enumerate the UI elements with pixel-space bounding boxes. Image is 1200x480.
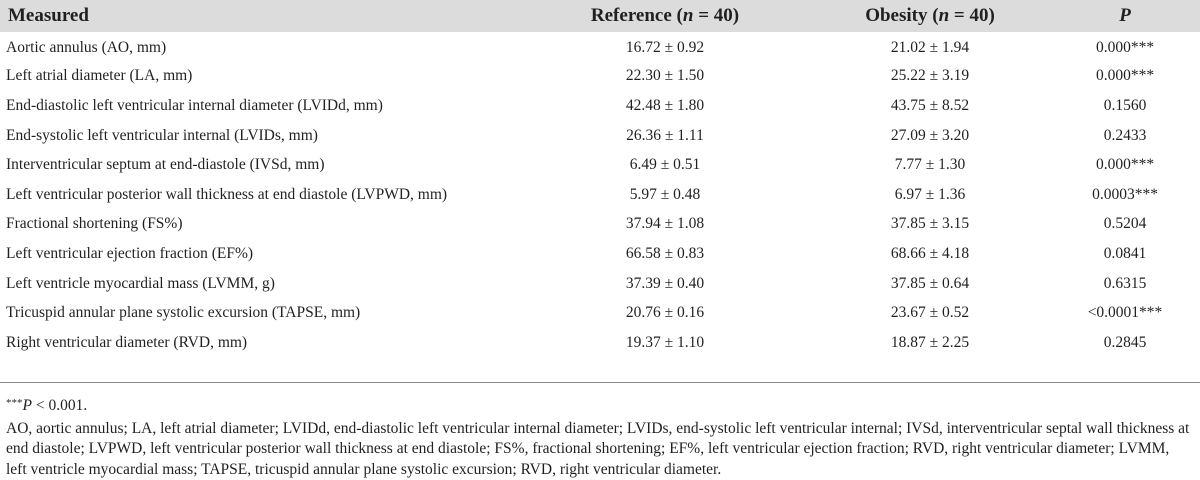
footnote-stars: *** [6,397,23,409]
cell-measured: End-diastolic left ventricular internal diameter (LVIDd, mm) [0,91,520,121]
cell-reference: 66.58 ± 0.83 [520,239,810,269]
cell-measured: Aortic annulus (AO, mm) [0,32,520,62]
obesity-header-n: n [939,5,950,26]
cell-p-value: 0.000*** [1050,62,1200,92]
table-header [0,0,1200,32]
column-header-measured: Measured [0,0,520,32]
obesity-header-prefix: Obesity ( [865,5,938,26]
cell-obesity: 23.67 ± 0.52 [810,298,1050,328]
cell-reference: 20.76 ± 0.16 [520,298,810,328]
cell-obesity: 6.97 ± 1.36 [810,180,1050,210]
cell-reference: 37.39 ± 0.40 [520,269,810,299]
cell-obesity: 37.85 ± 3.15 [810,210,1050,240]
table-row [0,180,1200,210]
cell-reference: 22.30 ± 1.50 [520,62,810,92]
cell-p-value: 0.000*** [1050,32,1200,62]
cell-p-value: 0.0003*** [1050,180,1200,210]
reference-header-n: n [683,5,694,26]
cell-measured: Interventricular septum at end-diastole (IVSd, mm) [0,150,520,180]
table-bottom-rule [0,382,1200,383]
table-row [0,210,1200,240]
cell-measured: Left atrial diameter (LA, mm) [0,62,520,92]
cell-obesity: 43.75 ± 8.52 [810,91,1050,121]
table-row [0,32,1200,62]
cell-obesity: 68.66 ± 4.18 [810,239,1050,269]
cell-reference: 19.37 ± 1.10 [520,328,810,358]
table-row [0,298,1200,328]
footnote-p-symbol: P [23,397,32,414]
cell-obesity: 37.85 ± 0.64 [810,269,1050,299]
cell-p-value: 0.6315 [1050,269,1200,299]
cell-measured: Left ventricle myocardial mass (LVMM, g) [0,269,520,299]
cell-p-value: 0.1560 [1050,91,1200,121]
cell-measured: Tricuspid annular plane systolic excursion (TAPSE, mm) [0,298,520,328]
significance-footnote [6,393,1196,417]
column-header-obesity [810,0,1050,32]
table-row [0,121,1200,151]
cell-reference: 16.72 ± 0.92 [520,32,810,62]
header-row [0,0,1200,32]
cell-p-value: <0.0001*** [1050,298,1200,328]
cell-reference: 6.49 ± 0.51 [520,150,810,180]
cell-measured: Left ventricular ejection fraction (EF%) [0,239,520,269]
abbreviations-footnote: AO, aortic annulus; LA, left atrial diameter; LVIDd, end-diastolic left ventricular internal diameter; LVIDs, end-systolic left ventricular internal; IVSd, interventricular septal wall thickness at end diastole; LVPWD, left ventricular posterior wall thickness at end diastole; FS%, fractional shortening; EF%, left ventricular ejection fraction; RVD, right ventricular diameter; LVMM, left ventricle myocardial mass; TAPSE, tricuspid annular plane systolic excursion; RVD, right ventricular diameter. [6,419,1196,480]
cell-measured: Left ventricular posterior wall thickness at end diastole (LVPWD, mm) [0,180,520,210]
cell-obesity: 27.09 ± 3.20 [810,121,1050,151]
cell-obesity: 25.22 ± 3.19 [810,62,1050,92]
p-header-symbol: P [1119,5,1131,26]
table-row [0,91,1200,121]
cell-p-value: 0.5204 [1050,210,1200,240]
reference-header-suffix: = 40) [693,5,739,26]
table-row [0,269,1200,299]
table-row [0,328,1200,358]
table-row [0,239,1200,269]
footnote-threshold: < 0.001. [32,397,87,414]
cell-reference: 37.94 ± 1.08 [520,210,810,240]
cell-obesity: 21.02 ± 1.94 [810,32,1050,62]
cell-obesity: 7.77 ± 1.30 [810,150,1050,180]
table-footnotes [6,393,1196,480]
column-header-p [1050,0,1200,32]
table-row [0,150,1200,180]
cell-reference: 26.36 ± 1.11 [520,121,810,151]
cell-p-value: 0.000*** [1050,150,1200,180]
cell-measured: End-systolic left ventricular internal (LVIDs, mm) [0,121,520,151]
table-body [0,32,1200,358]
cell-measured: Right ventricular diameter (RVD, mm) [0,328,520,358]
cell-obesity: 18.87 ± 2.25 [810,328,1050,358]
cell-measured: Fractional shortening (FS%) [0,210,520,240]
reference-header-prefix: Reference ( [591,5,683,26]
cell-p-value: 0.2845 [1050,328,1200,358]
table-row [0,62,1200,92]
cell-reference: 42.48 ± 1.80 [520,91,810,121]
cell-p-value: 0.0841 [1050,239,1200,269]
cell-p-value: 0.2433 [1050,121,1200,151]
obesity-header-suffix: = 40) [949,5,995,26]
cell-reference: 5.97 ± 0.48 [520,180,810,210]
column-header-reference [520,0,810,32]
